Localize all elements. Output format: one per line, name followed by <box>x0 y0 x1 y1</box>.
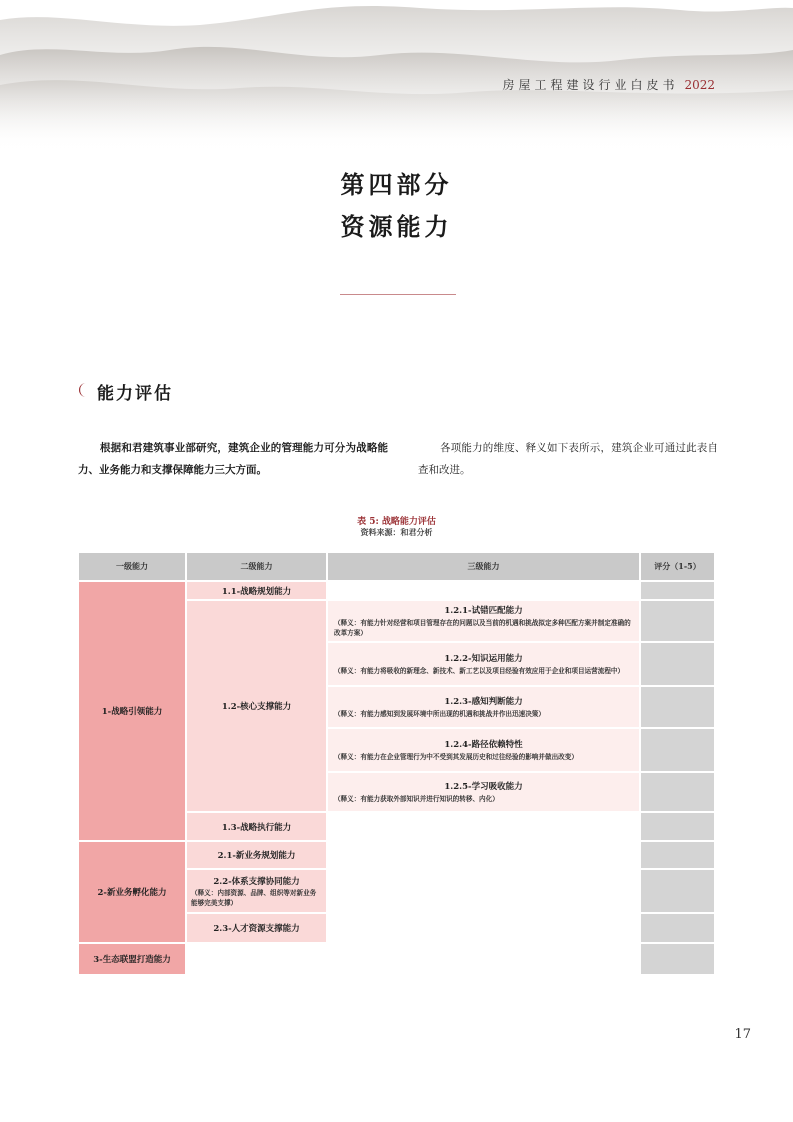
score-cell[interactable] <box>641 870 714 912</box>
score-cell[interactable] <box>641 643 714 685</box>
table-source: 资料来源：和君分析 <box>360 527 433 537</box>
intro-paragraph-left: 根据和君建筑事业部研究，建筑企业的管理能力可分为战略能力、业务能力和支撑保障能力三大方面。 <box>78 442 388 476</box>
level3-name: 1.2.1-试错匹配能力 <box>444 606 523 616</box>
level1-cell: 2-新业务孵化能力 <box>79 842 185 942</box>
level3-description: （释义：有能力获取外部知识并进行知识的转移、内化） <box>334 795 499 803</box>
header-year: 2022 <box>684 78 715 92</box>
level3-cell <box>328 687 639 727</box>
level3-cell <box>328 729 639 771</box>
part-number: 第四部分 <box>340 170 453 199</box>
level3-name: 1.2.5-学习吸收能力 <box>444 782 523 792</box>
crescent-icon <box>76 382 90 398</box>
level2-description: （释义：内部资源、品牌、组织等对新业务能够完美支撑） <box>191 888 317 907</box>
level3-description: （释义：有能力将吸收的新理念、新技术、新工艺以及项目经验有效应用于企业和项目运营流程中） <box>334 667 625 675</box>
level3-description: （释义：有能力感知到发展环境中所出现的机遇和挑战并作出迅速决策） <box>334 710 545 718</box>
level3-description: （释义：有能力在企业管理行为中不受到其发展历史和过往经验的影响并做出改变） <box>334 753 578 761</box>
score-cell[interactable] <box>641 687 714 727</box>
level2-cell: 2.1-新业务规划能力 <box>187 842 326 868</box>
level2-cell: 1.1-战略规划能力 <box>187 582 326 599</box>
level2-cell: 1.3-战略执行能力 <box>187 813 326 840</box>
score-cell[interactable] <box>641 601 714 641</box>
score-cell[interactable] <box>641 914 714 942</box>
level3-name: 1.2.4-路径依赖特性 <box>444 740 523 750</box>
level2-name: 2.2-体系支撑协同能力 <box>213 876 300 887</box>
score-cell[interactable] <box>641 729 714 771</box>
header-score: 评分（1-5） <box>641 553 714 580</box>
level3-cell <box>328 773 639 811</box>
part-title: 资源能力 <box>340 212 453 241</box>
score-cell[interactable] <box>641 773 714 811</box>
level3-cell <box>328 643 639 685</box>
score-cell[interactable] <box>641 842 714 868</box>
mountain-banner <box>0 0 793 150</box>
level2-cell: 1.2-核心支撑能力 <box>187 601 326 811</box>
level2-cell <box>187 870 326 912</box>
header-level2: 二级能力 <box>187 553 326 580</box>
level1-cell: 3-生态联盟打造能力 <box>79 944 185 974</box>
score-cell[interactable] <box>641 944 714 974</box>
header-level1: 一级能力 <box>79 553 185 580</box>
page-number: 17 <box>734 1027 751 1042</box>
running-header <box>502 76 715 93</box>
level3-name: 1.2.3-感知判断能力 <box>444 697 523 707</box>
intro-paragraph-right: 各项能力的维度、释义如下表所示，建筑企业可通过此表自查和改进。 <box>418 442 718 476</box>
level3-description: （释义：有能力针对经营和项目管理存在的问题以及当前的机遇和挑战拟定多种匹配方案并制定准确的改革方案） <box>334 619 631 637</box>
header-level3: 三级能力 <box>328 553 639 580</box>
level1-cell: 1-战略引领能力 <box>79 582 185 840</box>
title-divider <box>340 294 456 295</box>
header-title: 房屋工程建设行业白皮书 <box>502 78 679 92</box>
score-cell[interactable] <box>641 813 714 840</box>
level3-name: 1.2.2-知识运用能力 <box>444 654 523 664</box>
section-heading: 能力评估 <box>97 384 173 404</box>
level2-cell: 2.3-人才资源支撑能力 <box>187 914 326 942</box>
score-cell[interactable] <box>641 582 714 599</box>
level3-cell <box>328 601 639 641</box>
table-caption: 表 5: 战略能力评估 <box>357 517 436 527</box>
